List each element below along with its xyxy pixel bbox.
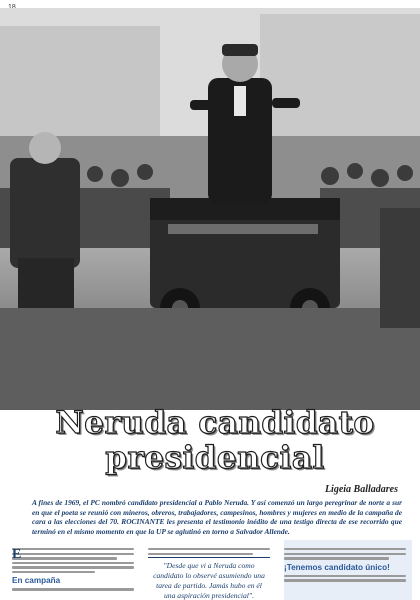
body-column-3 [284,548,406,584]
campaign-photo-illustration [0,8,420,410]
body-column-2 [148,548,270,600]
pull-quote: "Desde que vi a Neruda como candidato lo observé asumiendo una tarea de partido. Jamás hubo en él una aspiración presidencial". [148,557,270,600]
campaign-photo [0,8,420,410]
article-title: Neruda candidato presidencial [55,405,375,476]
article-byline: Ligeia Balladares [324,484,398,495]
drop-cap: E [12,547,22,562]
body-column-1 [12,548,134,593]
article-lead: A fines de 1969, el PC nombró candidato presidencial a Pablo Neruda. Y así comenzó un largo peregrinar de norte a sur en que el poeta se reunió con mineros, obreros, trabajadores, campesinos, hombres y mujeres en medio de la campaña de cara a las elecciones del 70. ROCINANTE les presenta el testimonio inédito de una testigo directa de ese recorrido que terminó en el mismo momento en que la UP se aglutinó en torno a Salvador Allende. [32,498,402,536]
section-heading-en-campana: En campaña [12,576,61,586]
section-heading-candidato-unico: ¡Tenemos candidato único! [284,562,390,572]
